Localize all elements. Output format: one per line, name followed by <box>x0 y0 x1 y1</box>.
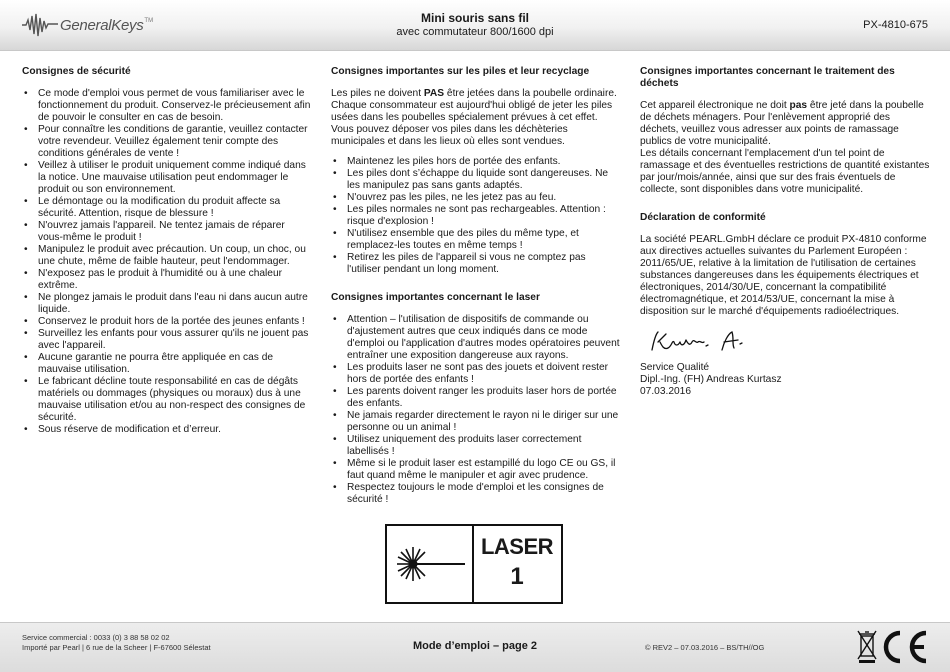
list-item: • Le démontage ou la modification du produit affecte sa sécurité. Attention, risque de blessure ! <box>22 196 312 220</box>
crossed-bin-icon <box>856 628 878 664</box>
list-item: • Utilisez uniquement des produits laser correctement labellisés ! <box>331 434 621 458</box>
list-item: • N'ouvrez pas les piles, ne les jetez pas au feu. <box>331 192 621 204</box>
list-item: • N'exposez pas le produit à l'humidité ou à une chaleur extrême. <box>22 268 312 292</box>
signatory-service: Service Qualité <box>640 362 710 373</box>
list-item: • Retirez les piles de l'appareil si vous ne comptez pas l'utiliser pendant un long moment. <box>331 252 621 276</box>
batteries-intro-emphasis: PAS <box>423 88 445 99</box>
laser-symbol-panel <box>387 526 474 602</box>
laser-warning-icon <box>387 526 472 602</box>
signature-date: 07.03.2016 <box>640 386 691 397</box>
safety-title: Consignes de sécurité <box>22 66 131 77</box>
footer-address-line: Importé par Pearl | 6 rue de la Scheer | F-67600 Sélestat <box>22 643 211 652</box>
page-footer <box>0 622 950 672</box>
batteries-title: Consignes importantes sur les piles et leur recyclage <box>331 66 590 77</box>
disposal-p1-end: être jeté dans la poubelle de déchets ménagers. Pour l'enlèvement approprié des déchets, veuillez vous adresser aux points de ramassage publics de votre municipalité. <box>640 100 924 147</box>
signatory-name: Dipl.-Ing. (FH) Andreas Kurtasz <box>640 374 782 385</box>
list-item: • N'ouvrez jamais l'appareil. Ne tentez jamais de réparer vous-même le produit ! <box>22 220 312 244</box>
list-item: • Conservez le produit hors de la portée des jeunes enfants ! <box>22 316 312 328</box>
batteries-intro-start: Les piles ne doivent <box>331 88 424 99</box>
logo-trademark: TM <box>144 18 154 24</box>
list-item: • Les piles dont s’échappe du liquide sont dangereuses. Ne les manipulez pas sans gants adaptés. <box>331 168 621 192</box>
page-subtitle: avec commutateur 800/1600 dpi <box>396 26 554 38</box>
list-item: • Respectez toujours le mode d'emploi et les consignes de sécurité ! <box>331 482 621 506</box>
list-item: • Attention – l'utilisation de dispositifs de commande ou d'ajustement autres que ceux indiqués dans ce mode d'emploi ou l'application d'autres modes opératoires peuvent entraîner une exposition dangereuse aux rayons. <box>331 314 621 362</box>
disposal-p1-emphasis: pas <box>789 100 808 111</box>
list-item: • Le fabricant décline toute responsabilité en cas de dégâts matériels ou dommages (physiques ou moraux) dus à une mauvaise utilisation et/ou au non-respect des consignes de sécurité. <box>22 376 312 424</box>
list-item: • Maintenez les piles hors de portée des enfants. <box>331 156 621 168</box>
footer-revision: © REV2 – 07.03.2016 – BS/TH//OG <box>645 643 765 652</box>
ce-mark-icon <box>880 629 930 665</box>
laser-list <box>331 314 621 506</box>
list-item: • Pour connaître les conditions de garantie, veuillez contacter votre revendeur. Veuillez également tenir compte des conditions générales de vente ! <box>22 124 312 160</box>
list-item: • Les piles normales ne sont pas rechargeables. Attention : risque d'explosion ! <box>331 204 621 228</box>
disposal-title: Consignes importantes concernant le traitement des déchets <box>640 66 895 89</box>
batteries-intro <box>331 88 621 148</box>
laser-word: LASER <box>480 534 554 559</box>
laser-class-text <box>473 526 561 602</box>
conformity-title: Déclaration de conformité <box>640 212 766 223</box>
list-item: • Veillez à utiliser le produit uniquement comme indiqué dans la notice. Une mauvaise utilisation peut endommager le produit ou son environnement. <box>22 160 312 196</box>
laser-class-label <box>385 524 563 604</box>
list-item: • Ne plongez jamais le produit dans l'eau ni dans aucun autre liquide. <box>22 292 312 316</box>
list-item: • Les parents doivent ranger les produits laser hors de portée des enfants. <box>331 386 621 410</box>
laser-class-number: 1 <box>510 563 524 590</box>
list-item: • Surveillez les enfants pour vous assurer qu'ils ne jouent pas avec l'appareil. <box>22 328 312 352</box>
list-item: • N'utilisez ensemble que des piles du même type, et remplacez-les toutes en même temps ! <box>331 228 621 252</box>
footer-page-label: Mode d’emploi – page 2 <box>412 640 538 652</box>
laser-title: Consignes importantes concernant le laser <box>331 292 540 303</box>
conformity-text: La société PEARL.GmbH déclare ce produit PX-4810 conforme aux directives actuelles suivantes du Parlement Européen : 2011/65/UE, relative à la limitation de l'utilisation de certaines substances dangereuses dans les équipements électriques et électroniques, 2014/30/UE, concernant la compatibilité électromagnétique, et 2014/53/UE, concernant la mise à disposition sur le marché d'équipements radioélectriques. <box>640 234 927 317</box>
list-item: • Les produits laser ne sont pas des jouets et doivent rester hors de portée des enfants ! <box>331 362 621 386</box>
logo-text: GeneralKeys <box>60 16 144 34</box>
list-item: • Même si le produit laser est estampillé du logo CE ou GS, il faut quand même le manipuler et agir avec prudence. <box>331 458 621 482</box>
batteries-intro-end: être jetées dans la poubelle ordinaire. Chaque consommateur est aujourd'hui obligé de jeter les piles usées dans les poubelles spécialement prévues à cet effet. Vous pouvez déposer vos piles dans les déchèteries municipales et dans les lieux où elles sont vendues. <box>331 88 617 147</box>
list-item: • Sous réserve de modification et d’erreur. <box>22 424 312 436</box>
safety-column <box>22 66 312 436</box>
signature-image <box>648 326 768 356</box>
footer-service-line: Service commercial : 0033 (0) 3 88 58 02 02 <box>22 633 170 642</box>
disposal-paragraph-1 <box>640 100 930 148</box>
safety-list <box>22 88 312 436</box>
list-item: • Aucune garantie ne pourra être appliquée en cas de mauvaise utilisation. <box>22 352 312 376</box>
product-code: PX-4810-675 <box>863 19 928 31</box>
list-item: • Manipulez le produit avec précaution. Un coup, un choc, ou une chute, même de faible hauteur, peut l'endommager. <box>22 244 312 268</box>
page-title: Mini souris sans fil <box>420 11 530 25</box>
disposal-paragraph-2: Les détails concernant l'emplacement d'un tel point de ramassage et des éventuelles restrictions de quantité existantes par jour/mois/année, ainsi que sur des frais éventuels de collecte, sont disponibles dans votre municipalité. <box>640 148 930 195</box>
list-item: • Ne jamais regarder directement le rayon ni le diriger sur une personne ou un animal ! <box>331 410 621 434</box>
batteries-list <box>331 156 621 276</box>
list-item: • Ce mode d'emploi vous permet de vous familiariser avec le fonctionnement du produit. Conservez-le précieusement afin de pouvoir le consulter en cas de besoin. <box>22 88 312 124</box>
disposal-conformity-column <box>640 66 930 398</box>
page-header <box>0 0 950 51</box>
disposal-p1-start: Cet appareil électronique ne doit <box>640 100 790 111</box>
batteries-laser-column <box>331 66 621 506</box>
